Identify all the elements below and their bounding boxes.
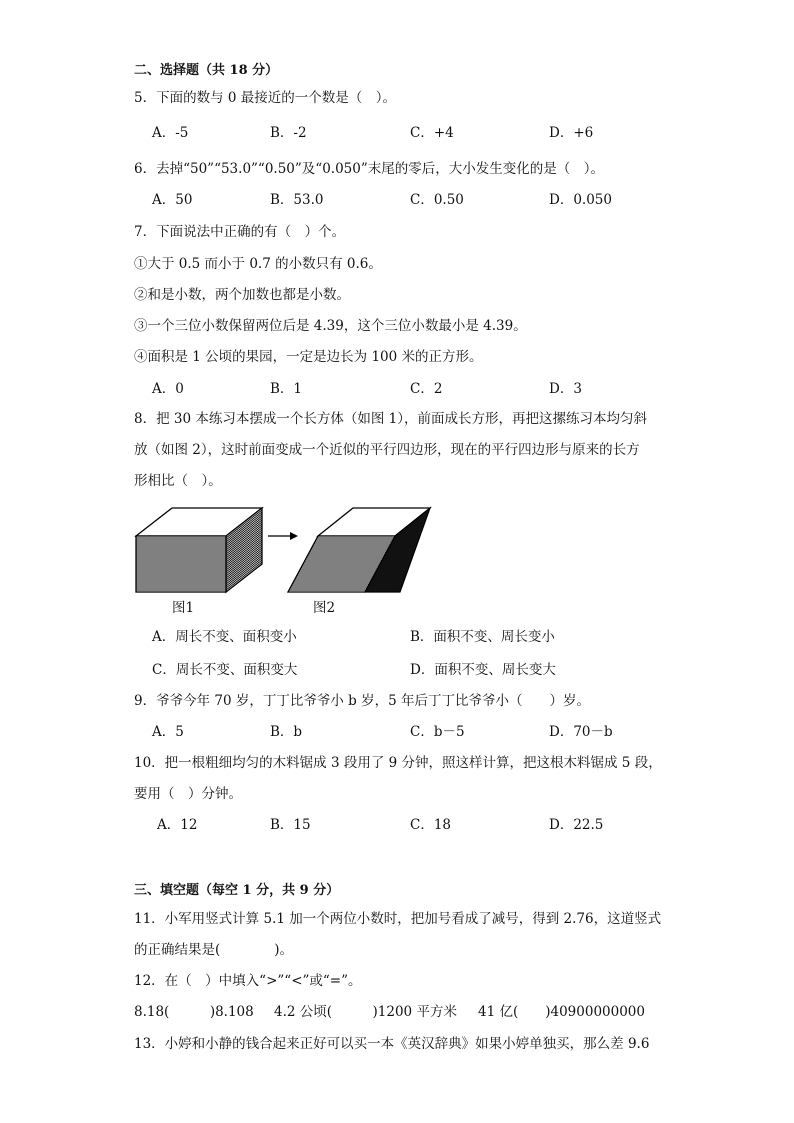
question-12-stem: 12．在（ ）中填入“>”“<”或“=”。 bbox=[134, 973, 362, 989]
book-stack-figure-svg bbox=[130, 498, 450, 594]
question-8-option-a[interactable]: A．周长不变、面积变小 bbox=[152, 629, 297, 645]
question-10-option-b[interactable]: B．15 bbox=[270, 817, 311, 833]
figure-1-cuboid bbox=[136, 508, 262, 592]
question-7-statement-3: ③一个三位小数保留两位后是 4.39，这个三位小数最小是 4.39。 bbox=[134, 318, 527, 334]
question-9-option-d[interactable]: D．70－b bbox=[549, 724, 613, 740]
question-9-option-a[interactable]: A．5 bbox=[152, 724, 184, 740]
question-10-option-a[interactable]: A．12 bbox=[157, 817, 198, 833]
question-7-statement-2: ②和是小数，两个加数也都是小数。 bbox=[134, 287, 350, 303]
question-12-item-1: 8.18( )8.108 bbox=[134, 1004, 254, 1020]
figure-2-slanted-stack bbox=[288, 508, 430, 592]
question-12-item-3: 41 亿( )40900000000 bbox=[478, 1004, 645, 1020]
question-9-stem: 9．爷爷今年 70 岁，丁丁比爷爷小 b 岁，5 年后丁丁比爷爷小（ ）岁。 bbox=[134, 693, 590, 709]
figure-2-caption: 图2 bbox=[313, 600, 336, 616]
question-7-stem: 7．下面说法中正确的有（ ）个。 bbox=[134, 224, 346, 240]
question-10-line-2: 要用（ ）分钟。 bbox=[134, 786, 242, 802]
question-8-line-3: 形相比（ ）。 bbox=[134, 473, 222, 489]
question-8-line-2: 放（如图 2），这时前面变成一个近似的平行四边形，现在的平行四边形与原来的长方 bbox=[134, 442, 640, 458]
question-8-option-b[interactable]: B．面积不变、周长变小 bbox=[410, 629, 555, 645]
question-9-option-b[interactable]: B．b bbox=[270, 724, 303, 740]
question-5-option-a[interactable]: A．-5 bbox=[152, 125, 189, 141]
question-8-option-c[interactable]: C．周长不变、面积变大 bbox=[152, 662, 298, 678]
section-heading-choice: 二、选择题（共 18 分） bbox=[134, 63, 279, 78]
question-5-option-d[interactable]: D．+6 bbox=[549, 125, 594, 141]
question-7-statement-1: ①大于 0.5 而小于 0.7 的小数只有 0.6。 bbox=[134, 256, 382, 272]
section-heading-fill: 三、填空题（每空 1 分，共 9 分） bbox=[134, 883, 340, 898]
question-6-option-d[interactable]: D．0.050 bbox=[549, 192, 612, 208]
arrow-icon bbox=[268, 532, 298, 540]
question-10-line-1: 10．把一根粗细均匀的木料锯成 3 段用了 9 分钟，照这样计算，把这根木料锯成 5 段， bbox=[134, 755, 662, 771]
figure-1-caption: 图1 bbox=[172, 600, 195, 616]
question-6-option-b[interactable]: B．53.0 bbox=[270, 192, 324, 208]
question-13-line-1: 13．小婷和小静的钱合起来正好可以买一本《英汉辞典》如果小婷单独买，那么差 9.6 bbox=[134, 1036, 650, 1052]
question-6-option-a[interactable]: A．50 bbox=[152, 192, 193, 208]
question-6-stem: 6．去掉“50”“53.0”“0.50”及“0.050”末尾的零后，大小发生变化的是（ ）。 bbox=[134, 161, 604, 177]
question-7-option-d[interactable]: D．3 bbox=[549, 381, 582, 397]
question-6-option-c[interactable]: C．0.50 bbox=[410, 192, 464, 208]
question-5-option-b[interactable]: B．-2 bbox=[270, 125, 307, 141]
question-11-line-2: 的正确结果是( )。 bbox=[134, 942, 294, 958]
question-8-option-d[interactable]: D．面积不变、周长变大 bbox=[410, 662, 556, 678]
question-7-option-a[interactable]: A．0 bbox=[152, 381, 184, 397]
question-5-option-c[interactable]: C．+4 bbox=[410, 125, 454, 141]
question-7-statement-4: ④面积是 1 公顷的果园，一定是边长为 100 米的正方形。 bbox=[134, 349, 483, 365]
question-11-line-1: 11．小军用竖式计算 5.1 加一个两位小数时，把加号看成了减号，得到 2.76，这道竖式 bbox=[134, 911, 662, 927]
question-7-option-b[interactable]: B．1 bbox=[270, 381, 303, 397]
question-10-option-c[interactable]: C．18 bbox=[410, 817, 452, 833]
question-8-line-1: 8．把 30 本练习本摆成一个长方体（如图 1），前面成长方形，再把这摞练习本均匀斜 bbox=[134, 411, 647, 427]
question-10-option-d[interactable]: D．22.5 bbox=[549, 817, 604, 833]
question-9-option-c[interactable]: C．b－5 bbox=[410, 724, 465, 740]
question-12-item-2: 4.2 公顷( )1200 平方米 bbox=[274, 1004, 457, 1020]
question-5-stem: 5．下面的数与 0 最接近的一个数是（ ）。 bbox=[134, 90, 397, 106]
question-7-option-c[interactable]: C．2 bbox=[410, 381, 443, 397]
question-8-figure bbox=[130, 498, 450, 614]
